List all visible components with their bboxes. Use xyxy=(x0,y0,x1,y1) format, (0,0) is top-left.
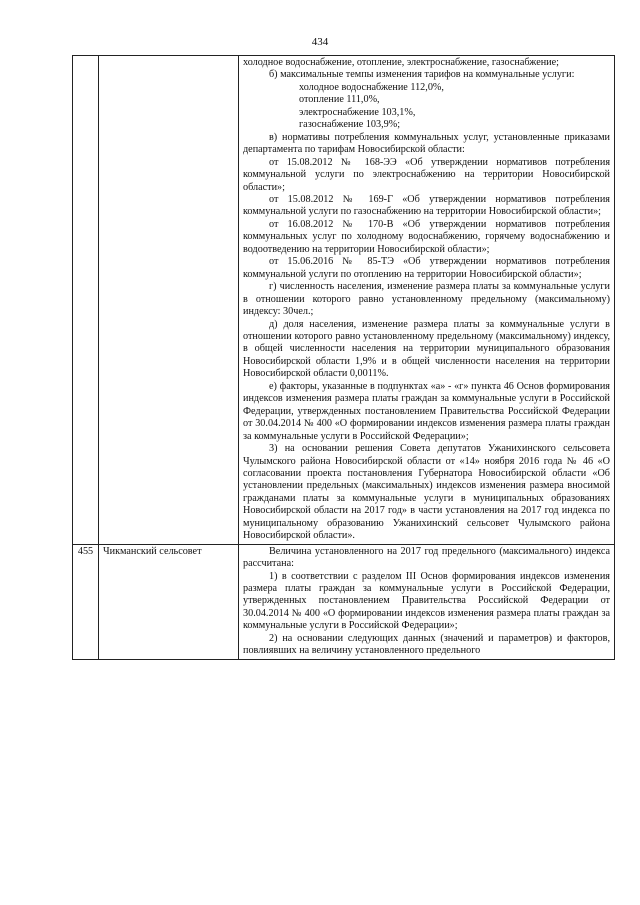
description-paragraph: д) доля населения, изменение размера платы за коммунальные услуги в отношении которого равно установленному предельному (максимальному) индексу, в общей численности населения на территории муниципального образования Новосибирской области 1,9% и в общей численности населения на территории Новосибирской области 0,0011%. xyxy=(243,318,610,380)
municipality-name-cell xyxy=(99,56,239,545)
description-paragraph: газоснабжение 103,9%; xyxy=(299,119,401,131)
description-paragraph: от 15.08.2012 № 169-Г «Об утверждении нормативов потребления коммунальной услуги по газоснабжению на территории Новосибирской области»; xyxy=(243,193,610,218)
table-body xyxy=(73,56,615,660)
description-paragraph: от 15.06.2016 № 85-ТЭ «Об утверждении нормативов потребления коммунальной услуги по отоплению на территории Новосибирской области»; xyxy=(243,256,610,280)
description-paragraph: 1) в соответствии с разделом III Основ формирования индексов изменения размера платы граждан за коммунальные услуги в Российской Федерации, утвержденных постановлением Правительства Российской Федерации от 30.04.2014 № 400 «О формировании индексов изменения размера платы граждан за коммунальные услуги в Российской Федерации»; xyxy=(243,570,610,632)
description-paragraph: в) нормативы потребления коммунальных услуг, установленные приказами департамента по тарифам Новосибирской области: xyxy=(243,131,610,156)
description-cell xyxy=(239,56,615,545)
description-paragraph: Величина установленного на 2017 год предельного (максимального) индекса рассчитана: xyxy=(243,545,610,570)
description-paragraph: б) максимальные темпы изменения тарифов на коммунальные услуги: xyxy=(269,69,575,81)
description-cell xyxy=(239,544,615,659)
page-number: 434 xyxy=(311,36,329,48)
description-paragraph: холодное водоснабжение, отопление, электроснабжение, газоснабжение; xyxy=(243,57,559,68)
description-paragraph: холодное водоснабжение 112,0%, xyxy=(299,81,444,93)
row-number-cell: 455 xyxy=(73,544,99,659)
description-paragraph: от 16.08.2012 № 170-В «Об утверждении нормативов потребления коммунальных услуг по холодному водоснабжению, горячему водоснабжению и водоотведению на территории Новосибирской области»; xyxy=(243,218,610,255)
municipality-name-cell: Чикманский сельсовет xyxy=(99,544,239,659)
table-row xyxy=(73,56,615,545)
table-row xyxy=(73,544,615,659)
description-paragraph: е) факторы, указанные в подпунктах «а» - «г» пункта 46 Основ формирования индексов изменения размера платы граждан за коммунальные услуги в Российской Федерации, утвержденных постановлением Правительства Российской Федерации от 30.04.2014 № 400 «О формировании индексов изменения размера платы граждан за коммунальные услуги в Российской Федерации»; xyxy=(243,380,610,442)
description-paragraph: от 15.08.2012 № 168-ЭЭ «Об утверждении нормативов потребления коммунальной услуги по электроснабжению на территории Новосибирской области»; xyxy=(243,156,610,193)
description-paragraph: 2) на основании следующих данных (значений и параметров) и факторов, повлиявших на величину установленного предельного xyxy=(243,632,610,657)
indices-table xyxy=(72,55,615,660)
description-paragraph: г) численность населения, изменение размера платы за коммунальные услуги в отношении которого равно установленному предельному (максимальному) индексу: 30чел.; xyxy=(243,281,610,318)
description-paragraph: электроснабжение 103,1%, xyxy=(299,106,416,118)
row-number-cell xyxy=(73,56,99,545)
description-paragraph: 3) на основании решения Совета депутатов Ужанихинского сельсовета Чулымского района Новосибирской области от «14» ноября 2016 года № 46 «О согласовании проекта постановления Губернатора Новосибирской области «Об установлении предельных (максимальных) индексов изменения размера вносимой гражданами платы за коммунальные услуги в муниципальных образованиях Новосибирской области на 2017 год» в части установления на 2017 год индекса по муниципальному образованию Ужанихинский сельсовет Чулымского района Новосибирской области». xyxy=(243,443,610,542)
description-paragraph: отопление 111,0%, xyxy=(299,94,380,106)
